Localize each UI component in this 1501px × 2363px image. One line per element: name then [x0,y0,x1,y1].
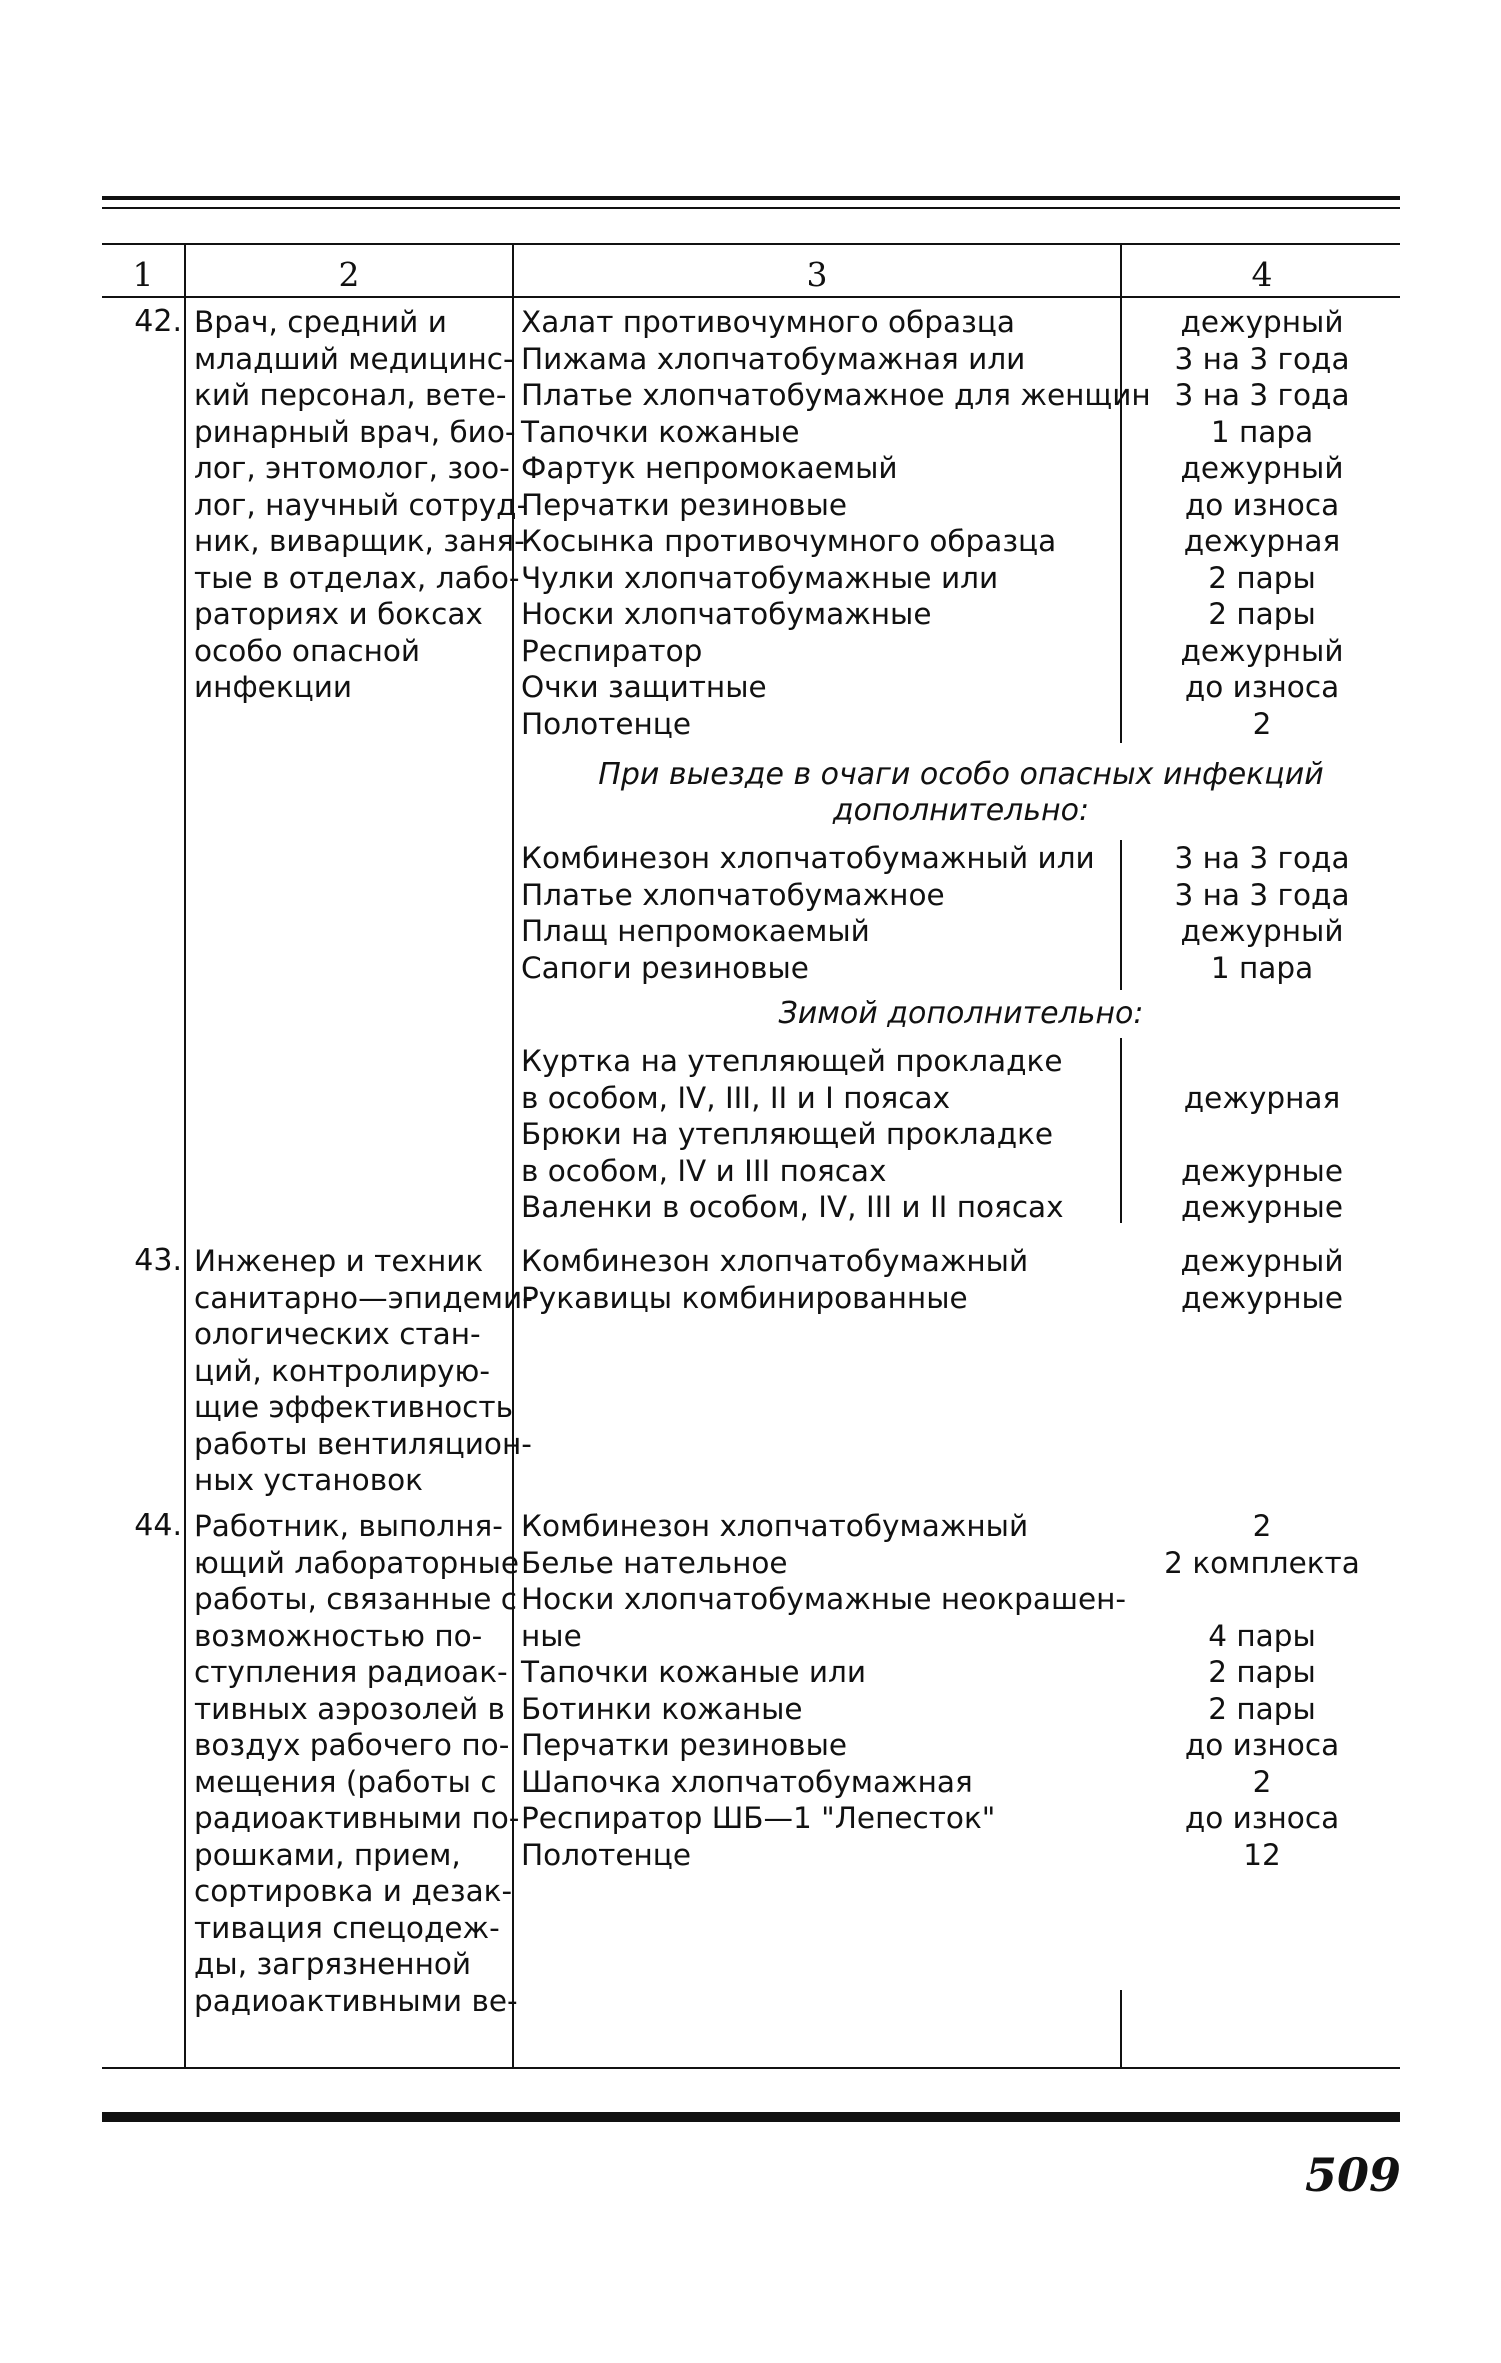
item-name: Куртка на утепляющей прокладке [521,1044,1063,1078]
item-name: Халат противочумного образца [521,305,1015,339]
occupation-line: младший медицинс- [194,341,514,376]
item-norm: 2 [1252,1509,1272,1543]
header-col-1: 1 [132,255,154,294]
item-name: Плащ непромокаемый [521,914,870,948]
occupation-line: Работник, выполня- [194,1509,503,1543]
item-norm: до износа [1184,670,1340,704]
note-line: При выезде в очаги особо опасных инфекций [598,757,1324,792]
section-note [521,996,1401,1032]
occupation-line: тивация спецодеж- [194,1910,500,1945]
item-list [521,304,1151,742]
item-name: Брюки на утепляющей прокладке [521,1117,1054,1151]
occupation-line: ологических стан- [194,1317,481,1351]
item-name: Перчатки резиновые [521,1728,848,1762]
occupation-line: ющий лабораторные [194,1545,520,1580]
item-norm: дежурный [1180,914,1344,948]
item-name: Рукавицы комбинированные [521,1280,968,1315]
occupation-line: радиоактивными ве- [194,1983,518,2018]
item-name: Тапочки кожаные [521,414,800,449]
item-name: в особом, IV, III, II и I поясах [521,1080,951,1115]
occupation-line: ных установок [194,1463,423,1497]
item-norm: дежурная [1183,1080,1341,1115]
occupation-line: мещения (работы с [194,1764,497,1799]
occupation-cell [194,1243,533,1499]
item-norm: 2 комплекта [1164,1545,1360,1580]
item-list [521,1043,1121,1226]
row-number: 42. [134,304,182,339]
occupation-line: лог, научный сотруд- [194,487,528,522]
occupation-line: работы вентиляцион- [194,1426,532,1461]
item-norm: 3 на 3 года [1174,877,1350,912]
occupation-cell [194,1508,520,2019]
item-norm: дежурные [1180,1190,1344,1224]
section-note [521,757,1401,829]
item-name: Платье хлопчатобумажное для женщин [521,378,1151,412]
item-norm: дежурный [1180,1244,1344,1278]
occupation-line: раториях и боксах [194,597,483,631]
item-norm: дежурный [1180,633,1344,668]
item-norm: до износа [1184,1728,1340,1762]
table-bottom-rule [102,2067,1400,2069]
item-name: Сапоги резиновые [521,950,809,985]
occupation-line: воздух рабочего по- [194,1728,510,1762]
item-name: ные [521,1618,582,1653]
item-norm: 3 на 3 года [1174,341,1350,376]
item-name: Перчатки резиновые [521,487,848,522]
item-norm: 2 [1252,1764,1272,1799]
item-name: Косынка противочумного образца [521,524,1057,558]
item-norm: 4 пары [1208,1618,1316,1653]
item-name: Комбинезон хлопчатобумажный или [521,841,1095,875]
item-name: Ботинки кожаные [521,1691,803,1726]
item-norm: 3 на 3 года [1174,378,1350,412]
occupation-line: санитарно—эпидеми- [194,1280,533,1315]
norm-list [1122,1043,1402,1226]
item-name: Очки защитные [521,670,767,704]
item-name: Валенки в особом, IV, III и II поясах [521,1190,1064,1224]
item-name: Комбинезон хлопчатобумажный [521,1244,1029,1278]
item-norm: 1 пара [1210,414,1314,449]
item-norm: до износа [1184,1801,1340,1835]
item-norm: до износа [1184,487,1340,522]
occupation-cell [194,304,528,706]
occupation-line: Врач, средний и [194,305,447,339]
item-name: Тапочки кожаные или [521,1655,867,1689]
item-norm: 2 пары [1208,560,1316,595]
header-col-3: 3 [806,255,828,294]
occupation-line: рошками, прием, [194,1837,461,1872]
item-norm: дежурный [1180,305,1344,339]
item-name: в особом, IV и III поясах [521,1153,887,1188]
occupation-line: сортировка и дезак- [194,1874,513,1908]
item-name: Чулки хлопчатобумажные или [521,560,999,595]
occupation-line: ступления радиоак- [194,1655,508,1689]
header-col-2: 2 [338,255,360,294]
occupation-line: кий персонал, вете- [194,378,507,412]
item-name: Носки хлопчатобумажные неокрашен- [521,1582,1127,1616]
header-col-4: 4 [1251,255,1273,294]
item-name: Шапочка хлопчатобумажная [521,1764,973,1799]
item-norm: 2 [1252,706,1272,741]
occupation-line: работы, связанные с [194,1582,518,1616]
item-norm: 2 пары [1208,597,1316,631]
item-norm: дежурная [1183,524,1341,558]
occupation-line: особо опасной [194,633,421,668]
item-name: Полотенце [521,1837,691,1872]
item-name: Респиратор ШБ—1 "Лепесток" [521,1801,996,1835]
item-name: Платье хлопчатобумажное [521,877,945,912]
page-number: 509 [1304,2148,1401,2202]
top-rule [102,196,1400,200]
item-name: Полотенце [521,706,691,741]
item-name: Пижама хлопчатобумажная или [521,341,1026,376]
occupation-line: ций, контролирую- [194,1353,490,1388]
occupation-line: ды, загрязненной [194,1947,472,1981]
occupation-line: тые в отделах, лабо- [194,560,520,595]
occupation-line: лог, энтомолог, зоо- [194,451,510,485]
occupation-line: Инженер и техник [194,1244,484,1278]
occupation-line: тивных аэрозолей в [194,1691,505,1726]
norm-list [1122,304,1402,742]
item-list [521,1508,1127,1873]
occupation-line: возможностью по- [194,1618,483,1653]
footer-rule [102,2112,1400,2122]
item-norm: дежурные [1180,1280,1344,1315]
item-name: Белье нательное [521,1545,788,1580]
item-name: Носки хлопчатобумажные [521,597,932,631]
item-norm: 2 пары [1208,1691,1316,1726]
item-norm: дежурный [1180,451,1344,485]
item-name: Комбинезон хлопчатобумажный [521,1509,1029,1543]
norm-list [1122,840,1402,986]
occupation-line: инфекции [194,670,353,704]
item-list [521,840,1121,986]
note-line: дополнительно: [832,793,1090,828]
col-sep-1 [184,243,186,2068]
col-sep-3d [1120,1990,1122,2068]
item-norm: 12 [1243,1837,1281,1872]
item-norm: 3 на 3 года [1174,841,1350,875]
item-norm [1122,1116,1402,1153]
norm-list [1122,1243,1402,1316]
item-name: Респиратор [521,633,703,668]
header-bottom-rule [102,296,1400,298]
occupation-line: щие эффективность [194,1390,513,1424]
item-norm: дежурные [1180,1153,1344,1188]
occupation-line: радиоактивными по- [194,1801,520,1835]
row-number: 43. [134,1243,182,1278]
header-top-rule [102,243,1400,245]
top-rule-thin [102,207,1400,209]
item-list [521,1243,1121,1316]
item-norm [1122,1043,1402,1080]
note-line: Зимой дополнительно: [778,996,1144,1031]
item-name: Фартук непромокаемый [521,451,898,485]
norm-list [1122,1508,1402,1873]
item-norm: 1 пара [1210,950,1314,985]
item-norm: 2 пары [1208,1655,1316,1689]
item-norm [1122,1581,1402,1618]
occupation-line: ринарный врач, био- [194,414,516,449]
row-number: 44. [134,1508,182,1543]
occupation-line: ник, виварщик, заня- [194,524,525,558]
